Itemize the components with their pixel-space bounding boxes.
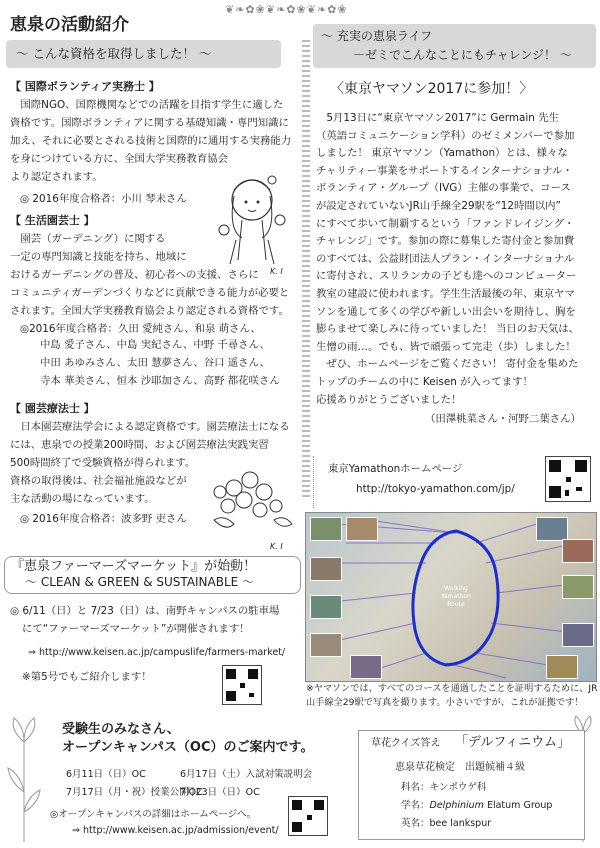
oc-note: ◎オープンキャンパスの詳細はホームページへ。	[50, 809, 257, 820]
oc-date-3: 7月23日（日）OC	[180, 787, 260, 798]
therapy-line: 資格の取得後は、社会福祉施設などが	[10, 475, 187, 487]
yamathon-route-map	[305, 512, 597, 682]
marathon-line: が設定されていないJR山手線全29駅を“12時間以内”	[316, 199, 561, 212]
oc-date-0: 6月11日（日）OC	[66, 769, 146, 780]
oc-title-1: 受験生のみなさん、	[62, 722, 180, 737]
oc-title-2: オープンキャンパス（OC）のご案内です。	[62, 740, 314, 755]
illustration-signature-2: K. I	[270, 542, 283, 551]
quiz-sci-italic: Delphinium	[429, 800, 484, 811]
volunteer-line: より認定されます。	[10, 171, 103, 183]
marathon-line: （英語コミュニケーション学科）のゼミメンバーで参加	[316, 129, 575, 142]
therapy-passers: ◎ 2016年度合格者：波多野 吏さん	[20, 513, 187, 525]
marathon-line: 5月13日に“東京ヤマソン2017”に Germain 先生	[316, 112, 559, 124]
therapy-heading: 【 園芸療法士 】	[10, 402, 95, 415]
right-banner-line1: ～ 充実の恵泉ライフ	[321, 29, 433, 43]
oc-date-1: 6月17日（土）入試対策説明会	[180, 769, 313, 780]
quiz-sci-rest: Elatum Group	[483, 800, 553, 811]
therapy-line: 500時間終了で受験資格が得られます。	[10, 457, 196, 469]
left-banner	[6, 40, 281, 68]
horticulture-heading: 【 生活園芸士 】	[10, 214, 95, 227]
quiz-sub: 恵泉草花検定 出題候補４級	[395, 762, 525, 773]
horticulture-line: コミュニティガーデンづくりなどに貢献できる能力が必要と	[10, 287, 290, 299]
oc-qr-code[interactable]	[288, 796, 328, 836]
marathon-line: チャリティー事業をサポートするインターナショナル・	[316, 164, 573, 177]
right-banner-line2: －ゼミでこんなことにもチャレンジ！ ～	[353, 48, 572, 62]
horticulture-line: 一定の専門知識と技能を持ち、地域に	[10, 251, 187, 263]
horticulture-body	[10, 230, 300, 320]
marathon-line: しました！ 東京ヤマソン（Yamathon）とは、様々な	[316, 147, 568, 160]
right-banner	[313, 24, 596, 68]
farmers-title-box	[4, 556, 301, 594]
yamathon-qr-code[interactable]	[545, 456, 591, 502]
horticulture-line: 園芸（ガーデニング）に関する	[10, 233, 166, 245]
map-caption-2: 山手線全29駅で写真を撮ります。小さいですが、これが証拠です！	[306, 697, 584, 708]
oc-date-2: 7月17日（月・祝）授業公開OC	[66, 787, 203, 798]
quiz-answer-box	[358, 730, 585, 840]
marathon-line: チャレンジ」です。参加の際に募集した寄付金と参加費	[316, 235, 575, 248]
marathon-line: ボランティア・グループ（IVG）主催の事業で、コース	[316, 182, 571, 195]
horticulture-line: おけるガーデニングの普及、初心者への支援、さらに	[10, 269, 259, 281]
marathon-body	[316, 110, 600, 409]
hydrangea-illustration	[204, 458, 296, 538]
volunteer-line: 国際NGO、国際機関などでの活躍を目指す学生に適した	[10, 99, 284, 111]
volunteer-line: 加え、それに必要とされる技術と国際的に通用する実務能力	[10, 135, 292, 147]
page-title: 恵泉の活動紹介	[10, 15, 129, 35]
therapy-line: 日本園芸療法学会による認定資格です。園芸療法士になる	[10, 421, 290, 433]
marathon-heading: 〈東京ヤマソン2017に参加！〉	[330, 81, 534, 97]
volunteer-line: 資格です。国際ボランティアに関する基礎知識・専門知識に	[10, 117, 289, 129]
volunteer-passers: ◎ 2016年度合格者：小川 琴未さん	[20, 193, 187, 205]
horticulture-line: されます。全国大学実務教育協会より認定される資格です。	[10, 305, 289, 317]
marathon-line: 教室の建設に使われます。学生生活最後の年、東京ヤマ	[316, 287, 575, 300]
therapy-line: 主な活動の場になっています。	[10, 493, 155, 505]
oc-url[interactable]: ⇒ http://www.keisen.ac.jp/admission/event/	[72, 825, 279, 836]
horticulture-passers-list	[40, 336, 280, 390]
marathon-line: 膨らませて楽しみに待っていました！ 当日のお天気は、	[316, 323, 580, 336]
horticulture-passer-line: 寺本 華美さん、恒本 沙耶加さん、高野 都花咲さん	[40, 375, 280, 387]
horticulture-passers-label: ◎2016年度合格者：	[20, 323, 118, 335]
marathon-line: にすべて歩いて制覇するという「ファンドレイジング・	[316, 217, 575, 230]
marathon-line: ソンを通して多くの学びや新しい出会いを期待し、胸を	[316, 305, 576, 318]
horticulture-passers-0: 久田 愛純さん、和泉 萌さん、	[118, 323, 261, 335]
horticulture-passer-line: 中田 あゆみさん、太田 慧夢さん、谷口 遥さん、	[40, 357, 270, 369]
farmers-title: 『恵泉ファーマーズマーケット』が始動！	[11, 559, 257, 574]
quiz-family: 科名：キンポウゲ科	[401, 782, 487, 793]
farmers-url[interactable]: ⇒ http://www.keisen.ac.jp/campuslife/farmers-market/	[28, 647, 286, 658]
volunteer-line: を身につけている方に、全国大学実務教育協会	[10, 153, 228, 165]
horticulture-passer-line: 中島 愛子さん、中島 実紀さん、中野 千尋さん、	[40, 339, 270, 351]
flower-decoration-left	[4, 712, 44, 846]
quiz-english: 英名：bee lankspur	[401, 818, 492, 829]
column-separator	[302, 40, 310, 500]
quiz-scientific-name	[401, 799, 552, 813]
marathon-credit: （田澤桃菜さん・河野二葉さん）	[425, 413, 581, 425]
therapy-line: には、恵泉での授業200時間、および園芸療法実践実習	[10, 439, 269, 451]
farmers-line2: にて“ファーマーズマーケット”が開催されます！	[22, 623, 250, 635]
marathon-line: 生憎の雨…。でも、皆で頑張って完走（歩）しました！	[316, 340, 576, 353]
illustration-signature: K. I	[270, 267, 283, 276]
farmers-line1: ◎ 6/11（日）と 7/23（日）は、南野キャンパスの駐車場	[10, 605, 280, 617]
marathon-line: に寄付され、スリランカの子ども達へのコンピューター	[316, 270, 577, 283]
farmers-subtitle: ～ CLEAN & GREEN & SUSTAINABLE ～	[25, 575, 255, 589]
marathon-line: 応援ありがとうございました！	[316, 393, 462, 406]
hp-label: 東京Yamathonホームページ	[328, 463, 463, 475]
marathon-line: のすべては、公益財団法人プラン・インターナショナル	[316, 252, 575, 265]
farmers-note: ※第5号でもご紹介します！	[22, 671, 152, 683]
volunteer-heading: 【 国際ボランティア実務士 】	[10, 80, 160, 93]
map-center-text: Walking Yamathon Route	[441, 585, 471, 608]
marathon-line: ぜひ、ホームページをご覧ください！ 寄付金を集めた	[316, 358, 579, 371]
hp-url[interactable]: http://tokyo-yamathon.com/jp/	[356, 483, 515, 495]
left-banner-title: ～ こんな資格を取得しました！ ～	[16, 46, 212, 61]
farmers-qr-code[interactable]	[222, 665, 262, 705]
map-caption-1: ※ヤマソンでは、すべてのコースを通過したことを証明するために、JR	[306, 683, 598, 694]
floral-border-top: ❦❧✿❀❦❧✿❀❦❧✿❀	[225, 3, 348, 16]
quiz-sci-label: 学名：	[401, 800, 430, 811]
quiz-label: 草花クイズ答え	[371, 738, 441, 749]
quiz-answer: 「デルフィニウム」	[455, 735, 571, 750]
marathon-line: トップのチームの中に Keisen が入ってます！	[316, 375, 533, 388]
